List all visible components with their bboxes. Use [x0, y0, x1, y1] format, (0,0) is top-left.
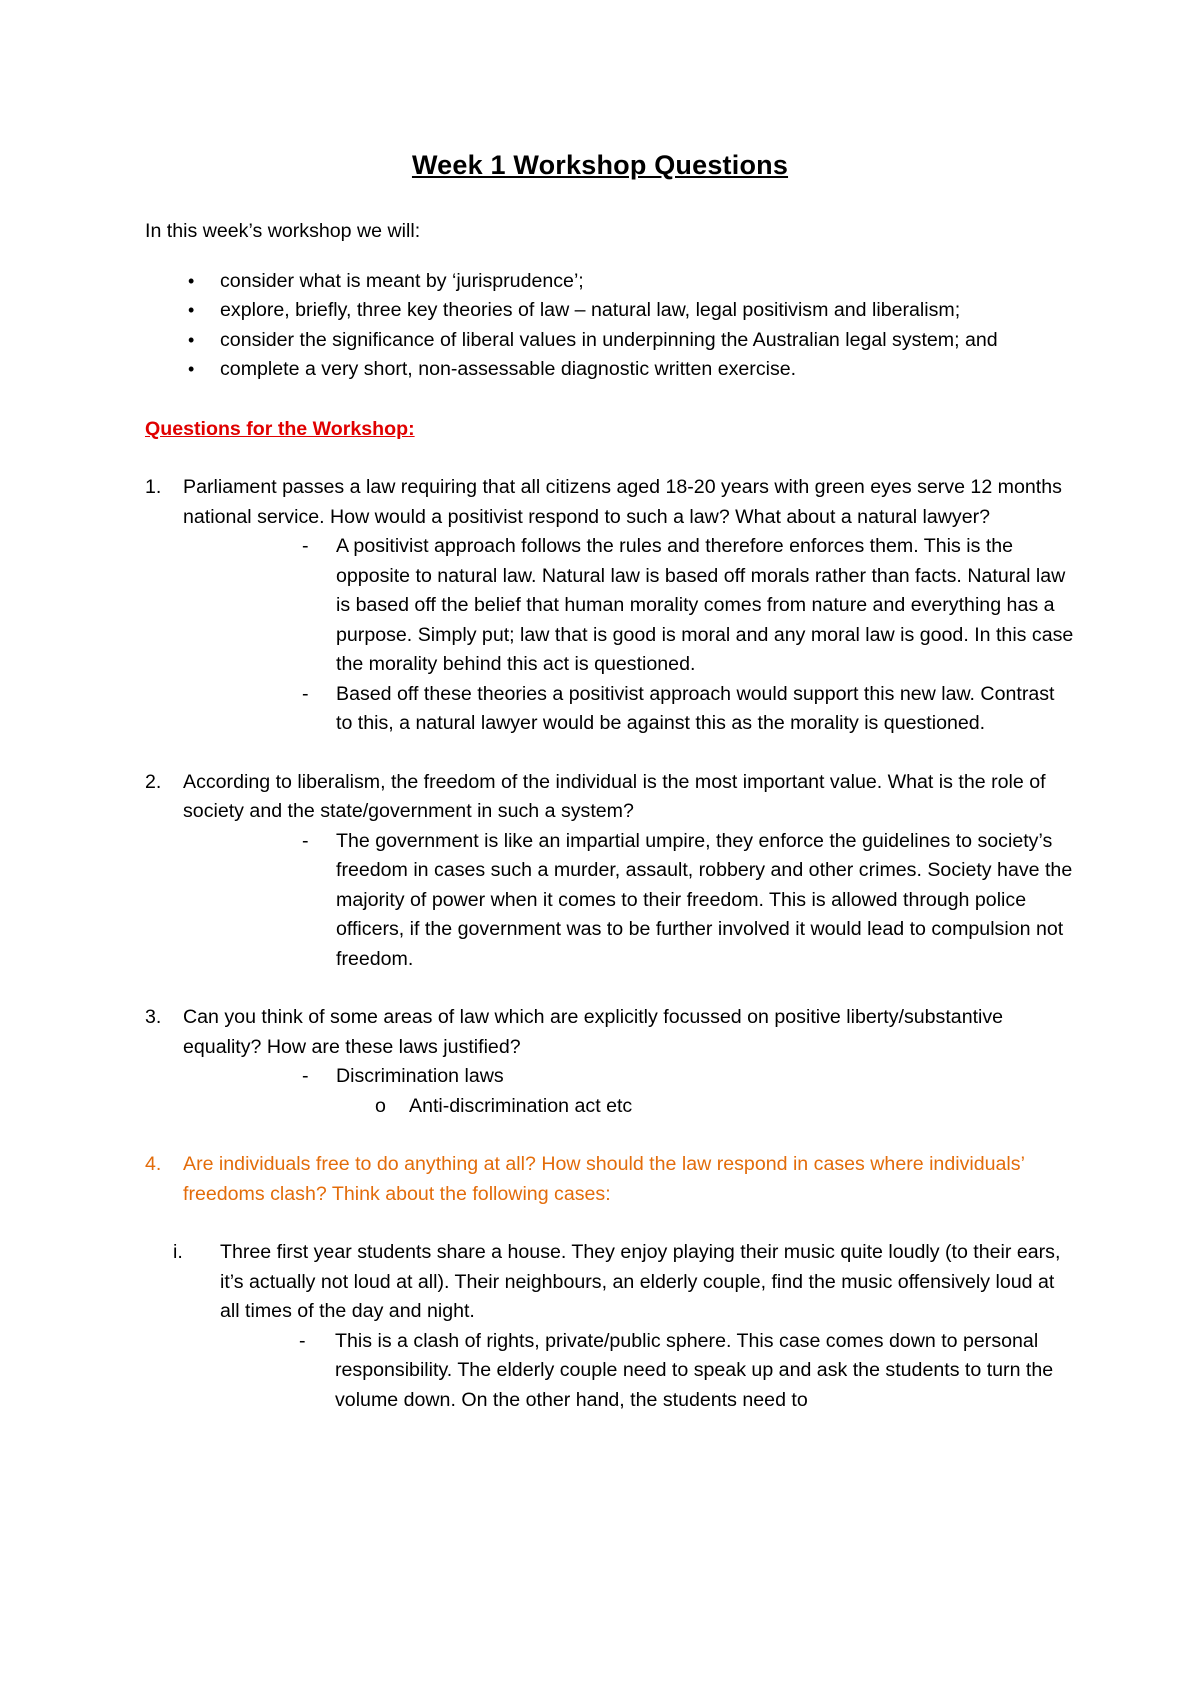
answer-text: Based off these theories a positivist approach would support this new law. Contrast to this, a natural lawyer would be against this as the morality is questioned. [336, 682, 1055, 734]
answer-item [220, 1327, 1075, 1416]
question-text: Can you think of some areas of law which are explicitly focussed on positive liberty/substantive equality? How are these laws justified? [183, 1006, 1004, 1058]
question-text: According to liberalism, the freedom of the individual is the most important value. What is the role of society and the state/government in such a system? [183, 770, 1046, 822]
list-item-text: consider the significance of liberal values in underpinning the Australian legal system; and [220, 328, 998, 351]
question-number: 3. [145, 1006, 162, 1028]
question-text: Are individuals free to do anything at all? How should the law respond in cases where individuals’ freedoms clash? Think about the following cases: [183, 1153, 1025, 1205]
document-body [145, 217, 1075, 1415]
sub-answer-text: Anti-discrimination act etc [409, 1094, 633, 1117]
list-item [145, 296, 1075, 326]
answer-list [183, 827, 1075, 975]
answer-item [183, 827, 1075, 975]
question-text: Parliament passes a law requiring that all citizens aged 18-20 years with green eyes serve 12 months national service. How would a positivist respond to such a law? What about a natural lawyer? [183, 476, 1062, 528]
answer-item [183, 532, 1075, 680]
dash-icon: - [302, 682, 309, 705]
question-2 [145, 768, 1075, 975]
dash-icon: - [302, 829, 309, 852]
section-heading [145, 415, 1075, 445]
list-item-text: explore, briefly, three key theories of law – natural law, legal positivism and liberalism; [220, 299, 961, 321]
question-4 [145, 1150, 1075, 1209]
section-heading-text: Questions for the Workshop [145, 417, 409, 440]
circle-bullet-icon: o [375, 1094, 386, 1117]
answer-list [220, 1327, 1075, 1416]
objectives-list [145, 267, 1075, 385]
dash-icon: - [302, 1065, 309, 1087]
bullet-icon: • [188, 270, 195, 291]
question-number: 1. [145, 476, 162, 498]
list-item [145, 326, 1075, 356]
list-item-text: consider what is meant by ‘jurisprudence’; [220, 269, 584, 292]
list-item [145, 267, 1075, 297]
questions-list [145, 473, 1075, 1209]
answer-text: A positivist approach follows the rules and therefore enforces them. This is the opposite to natural law. Natural law is based off morals rather than facts. Natural law is based off the belief that human morality comes from nature and everything has a purpose. Simply put; law that is good is moral and any moral law is good. In this case the morality behind this act is questioned. [336, 535, 1074, 675]
answer-item [183, 1062, 1075, 1121]
answer-list [183, 532, 1075, 739]
cases-list [145, 1238, 1075, 1415]
dash-icon: - [299, 1329, 306, 1352]
page-title: Week 1 Workshop Questions [411, 150, 789, 180]
intro-text: In this week’s workshop we will: [145, 220, 421, 242]
list-item-text: complete a very short, non-assessable diagnostic written exercise. [220, 358, 797, 380]
case-i [145, 1238, 1075, 1415]
bullet-icon: • [188, 300, 195, 320]
case-number: i. [173, 1241, 183, 1263]
question-1 [145, 473, 1075, 739]
answer-text: Discrimination laws [336, 1065, 504, 1087]
sub-answer-item [336, 1092, 1075, 1122]
answer-item [183, 680, 1075, 739]
answer-text: The government is like an impartial umpire, they enforce the guidelines to society’s freedom in cases such a murder, assault, robbery and other crimes. Society have the majority of power when it comes to their freedom. This is allowed through police officers, if the government was to be further involved it would lead to compulsion not freedom. [336, 829, 1073, 970]
question-number: 2. [145, 770, 162, 793]
bullet-icon: • [188, 359, 195, 379]
question-number: 4. [145, 1153, 162, 1175]
case-text: Three first year students share a house. They enjoy playing their music quite loudly (to their ears, it’s actually not loud at all). Their neighbours, an elderly couple, find the music offensively loud at all times of the day and night. [220, 1241, 1061, 1322]
answer-list [183, 1062, 1075, 1121]
dash-icon: - [302, 535, 309, 557]
sub-answer-list [336, 1092, 1075, 1122]
answer-text: This is a clash of rights, private/public sphere. This case comes down to personal responsibility. The elderly couple need to speak up and ask the students to turn the volume down. On the other hand, the students need to [335, 1329, 1054, 1411]
section-heading-colon: : [408, 417, 415, 440]
list-item [145, 355, 1075, 385]
bullet-icon: • [188, 329, 195, 350]
question-3 [145, 1003, 1075, 1121]
